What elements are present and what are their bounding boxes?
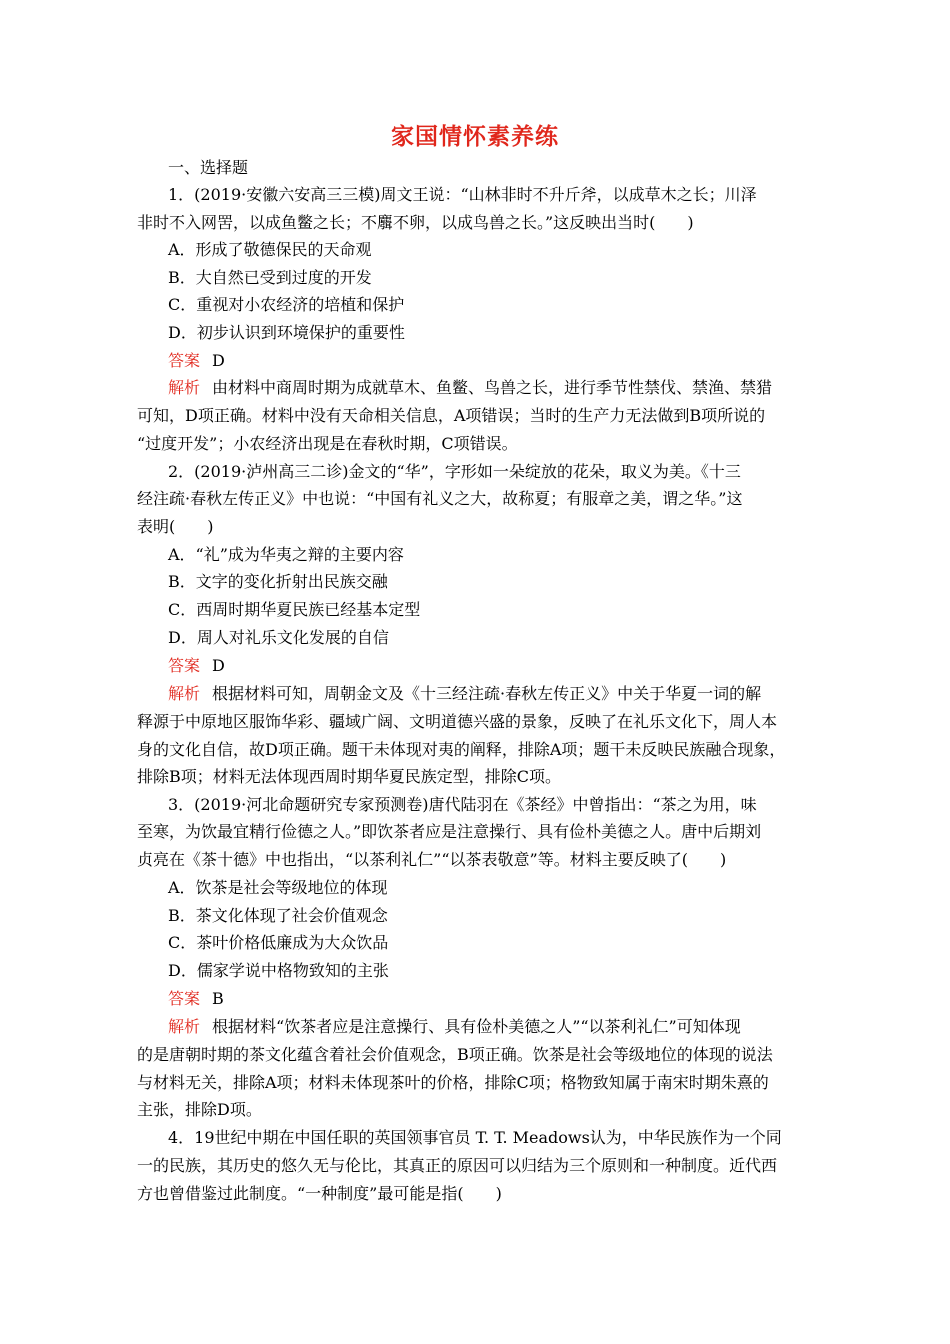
q2-analysis-line: 释源于中原地区服饰华彩、疆域广阔、文明道德兴盛的景象，反映了在礼乐文化下，周人本: [137, 712, 778, 731]
q3-option-d: D．儒家学说中格物致知的主张: [168, 961, 389, 980]
analysis-label: 解析: [168, 1017, 201, 1036]
q2-option-a: A．“礼”成为华夷之辩的主要内容: [168, 545, 404, 564]
q4-stem-line: 4．19世纪中期在中国任职的英国领事官员 T. T. Meadows认为，中华民族作为一个同: [168, 1128, 782, 1147]
q1-option-c: C．重视对小农经济的培植和保护: [168, 295, 405, 314]
answer-label: 答案: [168, 656, 201, 675]
q3-analysis-row: [168, 1017, 741, 1037]
q3-stem-line: 3．(2019·河北命题研究专家预测卷)唐代陆羽在《茶经》中曾指出：“茶之为用，味: [168, 795, 757, 814]
q1-option-d: D．初步认识到环境保护的重要性: [168, 323, 405, 342]
q2-analysis-line: 身的文化自信，故D项正确。题干未体现对夷的阐释，排除A项；题干未反映民族融合现象，: [137, 740, 786, 759]
q2-stem-line: 表明( ): [137, 517, 214, 536]
q3-answer-row: [168, 989, 224, 1009]
q1-analysis-row: [168, 378, 772, 398]
q3-stem-line: 至寒，为饮最宜精行俭德之人。”即饮茶者应是注意操行、具有俭朴美德之人。唐中后期刘: [137, 822, 762, 841]
answer-value: B: [212, 989, 224, 1008]
answer-label: 答案: [168, 989, 201, 1008]
analysis-label: 解析: [168, 378, 201, 397]
q2-stem-line: 经注疏·春秋左传正义》中也说：“中国有礼义之大，故称夏；有服章之美，谓之华。”这: [137, 489, 743, 508]
q3-option-a: A．饮茶是社会等级地位的体现: [168, 878, 388, 897]
q1-stem-line: 1．(2019·安徽六安高三三模)周文王说：“山林非时不升斤斧，以成草木之长；川泽: [168, 185, 757, 204]
q3-analysis-line: 主张，排除D项。: [137, 1100, 262, 1119]
answer-value: D: [212, 351, 225, 370]
q2-option-c: C．西周时期华夏民族已经基本定型: [168, 600, 421, 619]
analysis-text: 由材料中商周时期为成就草木、鱼鳖、鸟兽之长，进行季节性禁伐、禁渔、禁猎: [212, 378, 773, 397]
q3-option-c: C．茶叶价格低廉成为大众饮品: [168, 933, 389, 952]
q1-option-a: A．形成了敬德保民的天命观: [168, 240, 372, 259]
q2-answer-row: [168, 656, 225, 676]
q1-answer-row: [168, 351, 225, 371]
q2-analysis-row: [168, 684, 761, 704]
answer-value: D: [212, 656, 225, 675]
q3-stem-line: 贞亮在《茶十德》中也指出，“以茶利礼仁”“以茶表敬意”等。材料主要反映了( ): [137, 850, 727, 869]
q2-stem-line: 2．(2019·泸州高三二诊)金文的“华”，字形如一朵绽放的花朵，取义为美。《十三: [168, 462, 741, 481]
q1-option-b: B．大自然已受到过度的开发: [168, 268, 372, 287]
q3-option-b: B．茶文化体现了社会价值观念: [168, 906, 388, 925]
section-heading: 一、选择题: [168, 158, 249, 177]
q1-stem-line: 非时不入网罟，以成鱼鳖之长；不麛不卵，以成鸟兽之长。”这反映出当时( ): [137, 213, 694, 232]
q2-option-b: B．文字的变化折射出民族交融: [168, 572, 388, 591]
q2-option-d: D．周人对礼乐文化发展的自信: [168, 628, 389, 647]
q1-analysis-line: “过度开发”；小农经济出现是在春秋时期，C项错误。: [137, 434, 518, 453]
analysis-label: 解析: [168, 684, 201, 703]
page-title: 家国情怀素养练: [391, 123, 559, 150]
analysis-text: 根据材料“饮茶者应是注意操行、具有俭朴美德之人”“以茶利礼仁”可知体现: [212, 1017, 741, 1036]
q1-analysis-line: 可知，D项正确。材料中没有天命相关信息，A项错误；当时的生产力无法做到B项所说的: [137, 406, 766, 425]
analysis-text: 根据材料可知，周朝金文及《十三经注疏·春秋左传正义》中关于华夏一词的解: [212, 684, 762, 703]
q2-analysis-line: 排除B项；材料无法体现西周时期华夏民族定型，排除C项。: [137, 767, 562, 786]
q3-analysis-line: 与材料无关，排除A项；材料未体现茶叶的价格，排除C项；格物致知属于南宋时期朱熹的: [137, 1073, 769, 1092]
q4-stem-line: 方也曾借鉴过此制度。“一种制度”最可能是指( ): [137, 1184, 502, 1203]
q4-stem-line: 一的民族，其历史的悠久无与伦比，其真正的原因可以归结为三个原则和一种制度。近代西: [137, 1156, 778, 1175]
q3-analysis-line: 的是唐朝时期的茶文化蕴含着社会价值观念，B项正确。饮茶是社会等级地位的体现的说法: [137, 1045, 773, 1064]
answer-label: 答案: [168, 351, 201, 370]
